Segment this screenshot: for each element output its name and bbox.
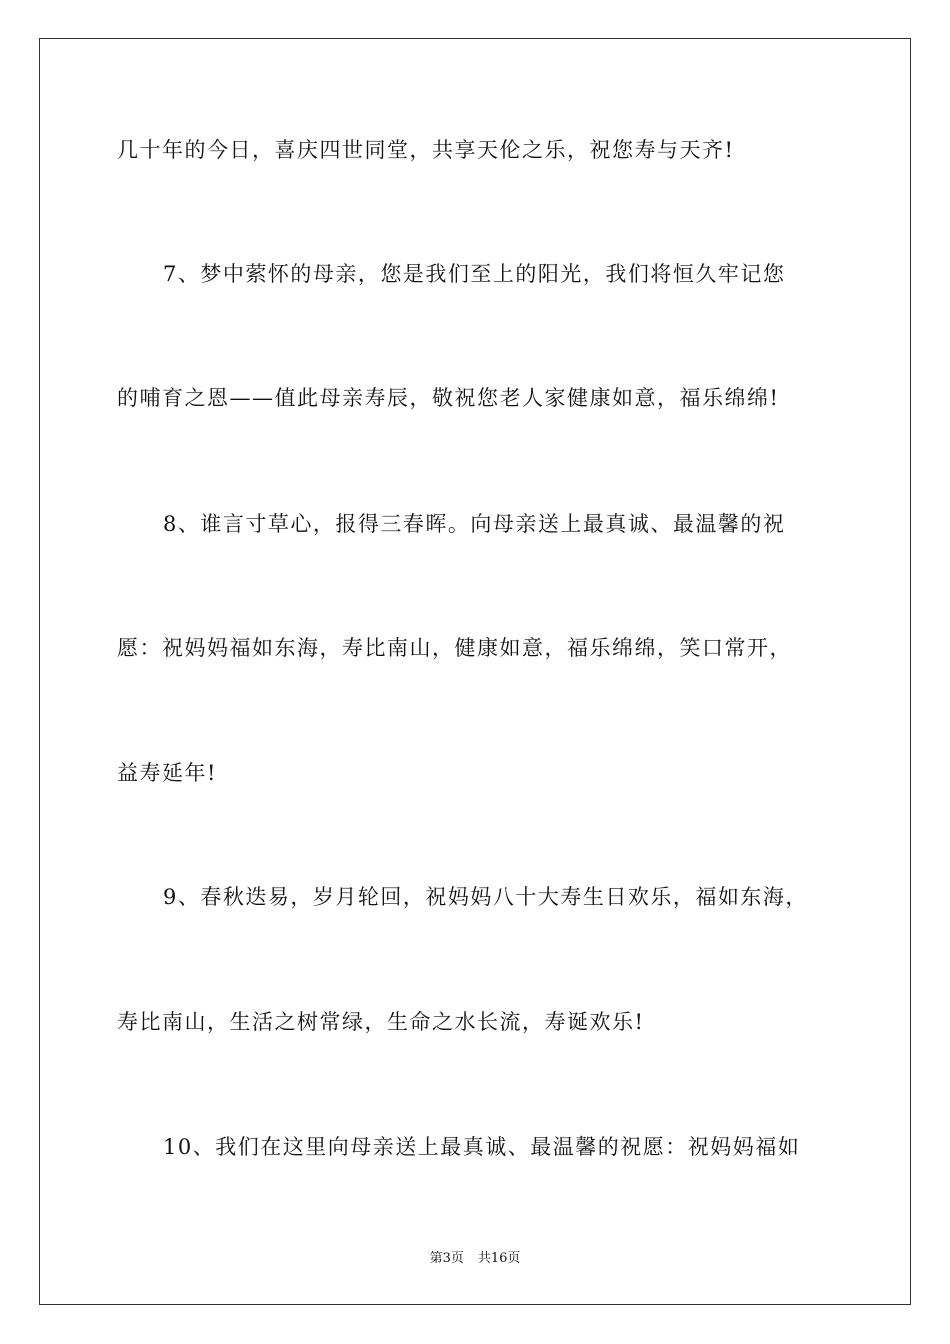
page-total: 共16页: [477, 1251, 521, 1266]
text-line-1: 几十年的今日，喜庆四世同堂，共享天伦之乐，祝您寿与天齐!: [117, 138, 735, 162]
text-line-8: 寿比南山，生活之树常绿，生命之水长流，寿诞欢乐!: [117, 1010, 645, 1034]
text-line-3: 的哺育之恩——值此母亲寿辰，敬祝您老人家健康如意，福乐绵绵!: [117, 386, 780, 410]
page-frame: [39, 38, 911, 1305]
page-number: 第3页: [429, 1251, 464, 1266]
page-footer: [0, 1247, 950, 1266]
text-line-2: 7、梦中萦怀的母亲，您是我们至上的阳光，我们将恒久牢记您: [163, 262, 786, 286]
text-line-4: 8、谁言寸草心，报得三春晖。向母亲送上最真诚、最温馨的祝: [163, 512, 786, 536]
text-line-9: 10、我们在这里向母亲送上最真诚、最温馨的祝愿：祝妈妈福如: [163, 1135, 801, 1159]
text-line-5: 愿：祝妈妈福如东海，寿比南山，健康如意，福乐绵绵，笑口常开，: [117, 636, 792, 660]
text-line-6: 益寿延年!: [117, 761, 217, 785]
text-line-7: 9、春秋迭易，岁月轮回，祝妈妈八十大寿生日欢乐，福如东海，: [163, 885, 808, 909]
